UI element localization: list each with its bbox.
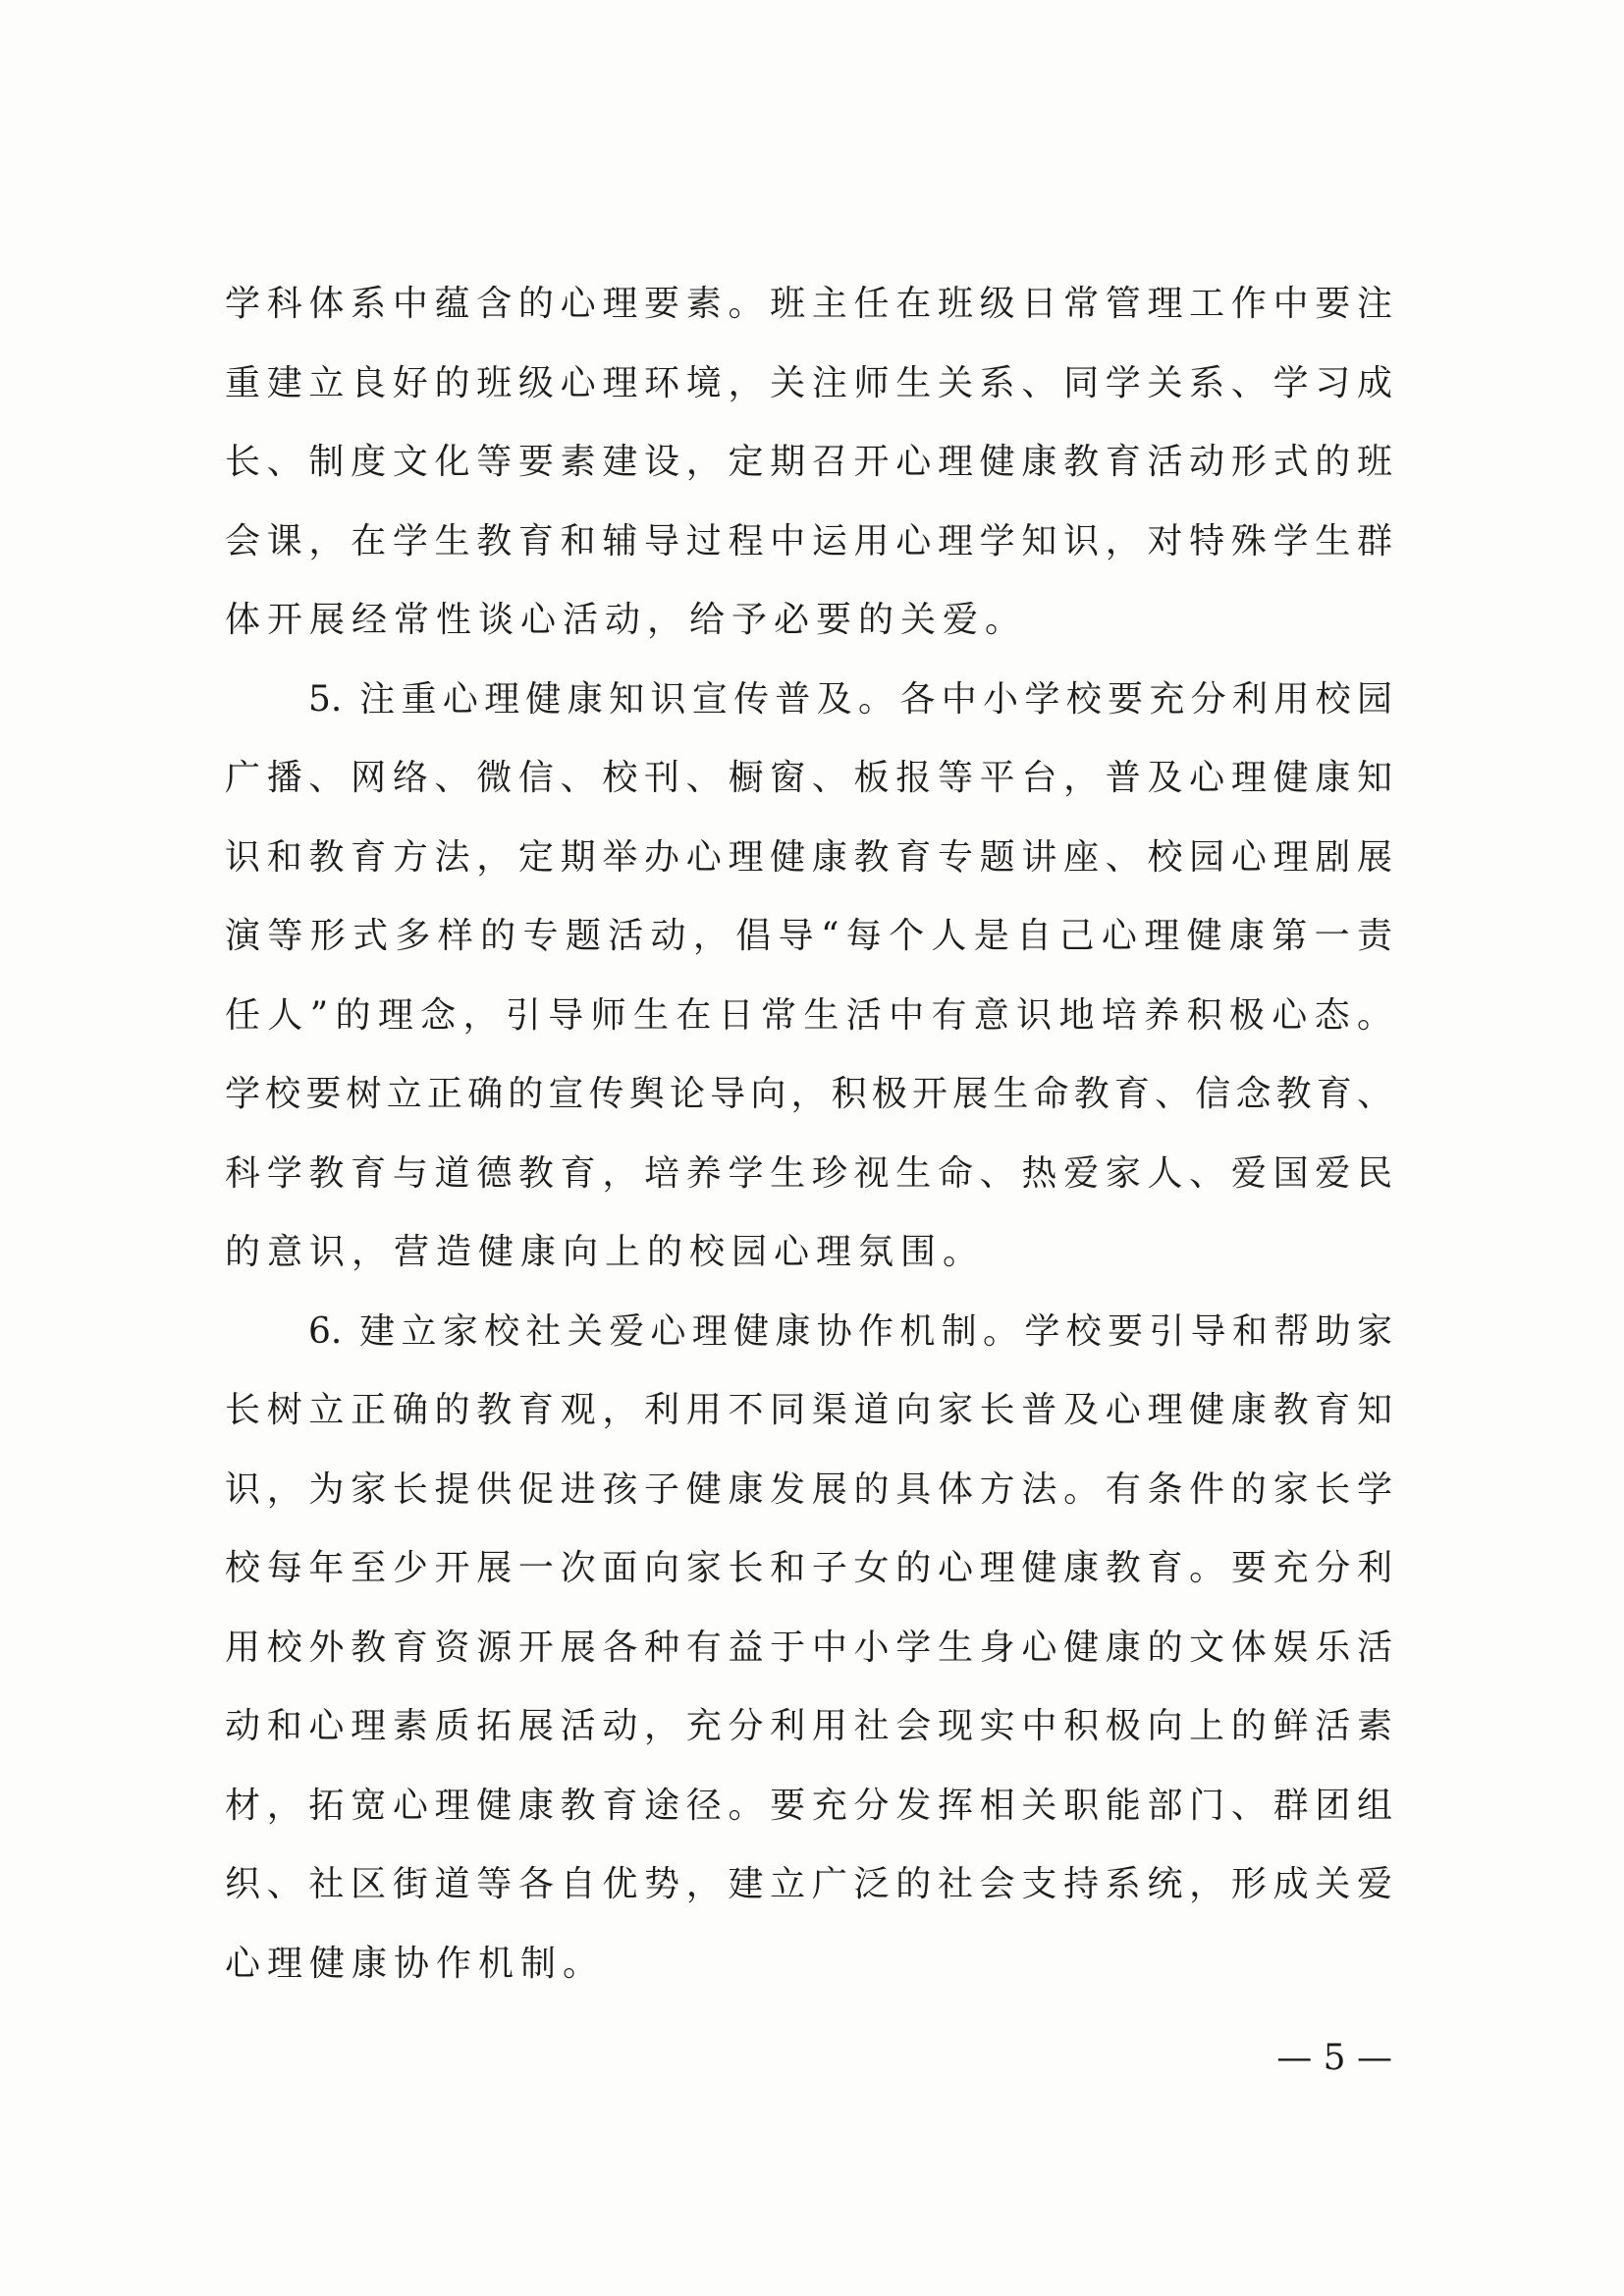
page-number: — 5 —	[1276, 2038, 1392, 2078]
paragraph-line: 广播、网络、微信、校刊、橱窗、板报等平台，普及心理健康知	[225, 758, 1392, 798]
paragraph-line: 用校外教育资源开展各种有益于中小学生身心健康的文体娱乐活	[225, 1627, 1392, 1668]
paragraph-line: 会课，在学生教育和辅导过程中运用心理学知识，对特殊学生群	[225, 520, 1392, 561]
paragraph-line: 动和心理素质拓展活动，充分利用社会现实中积极向上的鲜活素	[225, 1706, 1392, 1746]
paragraph	[225, 661, 1392, 1293]
section-heading: 6. 建立家校社关爱心理健康协作机制。	[308, 1310, 1025, 1352]
paragraph-text: 学校要引导和帮助家	[1024, 1310, 1392, 1352]
paragraph-line: 科学教育与道德教育，培养学生珍视生命、热爱家人、爱国爱民	[225, 1152, 1392, 1194]
paragraph-line: 识和教育方法，定期举办心理健康教育专题讲座、校园心理剧展	[225, 836, 1392, 878]
body-text	[225, 265, 1392, 2003]
paragraph-line: 织、社区街道等各自优势，建立广泛的社会支持系统，形成关爱	[225, 1864, 1392, 1904]
paragraph	[225, 265, 1392, 661]
paragraph-line: 体开展经常性谈心活动，给予必要的关爱。	[225, 600, 1028, 640]
section-heading: 5. 注重心理健康知识宣传普及。	[308, 678, 900, 720]
paragraph-line: 校每年至少开展一次面向家长和子女的心理健康教育。要充分利	[225, 1548, 1392, 1588]
paragraph-line: 心理健康协作机制。	[225, 1943, 606, 1984]
paragraph-first-line	[225, 1293, 1392, 1372]
paragraph-line: 长树立正确的教育观，利用不同渠道向家长普及心理健康教育知	[225, 1390, 1392, 1430]
paragraph-line: 材，拓宽心理健康教育途径。要充分发挥相关职能部门、群团组	[225, 1785, 1392, 1826]
paragraph-line: 演等形式多样的专题活动，倡导“每个人是自己心理健康第一责	[225, 916, 1392, 956]
paragraph-line: 重建立良好的班级心理环境，关注师生关系、同学关系、学习成	[225, 362, 1392, 403]
paragraph-text: 各中小学校要充分利用校园	[899, 678, 1392, 720]
paragraph-first-line	[225, 661, 1392, 740]
paragraph-line: 任人”的理念，引导师生在日常生活中有意识地培养积极心态。	[225, 994, 1392, 1036]
paragraph-line: 长、制度文化等要素建设，定期召开心理健康教育活动形式的班	[225, 442, 1392, 482]
paragraph	[225, 1293, 1392, 2004]
paragraph-line: 的意识，营造健康向上的校园心理氛围。	[225, 1232, 986, 1272]
paragraph-line: 学科体系中蕴含的心理要素。班主任在班级日常管理工作中要注	[225, 284, 1392, 324]
paragraph-line: 识，为家长提供促进孩子健康发展的具体方法。有条件的家长学	[225, 1468, 1392, 1510]
paragraph-line: 学校要树立正确的宣传舆论导向，积极开展生命教育、信念教育、	[225, 1074, 1392, 1114]
